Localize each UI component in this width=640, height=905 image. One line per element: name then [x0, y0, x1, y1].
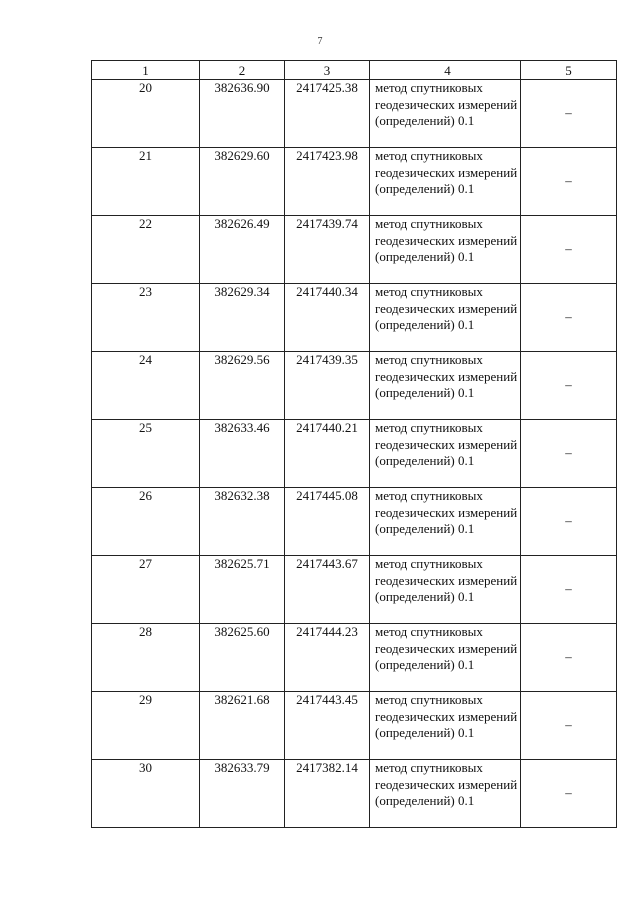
method-cell: метод спутниковых геодезических измерений (определений) 0.1 — [370, 692, 521, 760]
note-cell: – — [521, 692, 617, 760]
x-coordinate-cell: 382629.56 — [200, 352, 285, 420]
table-row — [92, 80, 617, 148]
table-row — [92, 488, 617, 556]
table-header-row — [92, 61, 617, 80]
y-coordinate-cell: 2417439.35 — [285, 352, 370, 420]
y-coordinate-cell: 2417443.45 — [285, 692, 370, 760]
point-number-cell: 20 — [92, 80, 200, 148]
x-coordinate-cell: 382633.79 — [200, 760, 285, 828]
table-row — [92, 420, 617, 488]
header-col-5: 5 — [521, 61, 617, 80]
y-coordinate-cell: 2417443.67 — [285, 556, 370, 624]
note-cell: – — [521, 624, 617, 692]
y-coordinate-cell: 2417440.21 — [285, 420, 370, 488]
method-cell: метод спутниковых геодезических измерений (определений) 0.1 — [370, 760, 521, 828]
x-coordinate-cell: 382626.49 — [200, 216, 285, 284]
point-number-cell: 23 — [92, 284, 200, 352]
method-cell: метод спутниковых геодезических измерений (определений) 0.1 — [370, 216, 521, 284]
table-row — [92, 216, 617, 284]
method-cell: метод спутниковых геодезических измерений (определений) 0.1 — [370, 148, 521, 216]
x-coordinate-cell: 382636.90 — [200, 80, 285, 148]
y-coordinate-cell: 2417425.38 — [285, 80, 370, 148]
method-cell: метод спутниковых геодезических измерений (определений) 0.1 — [370, 488, 521, 556]
point-number-cell: 25 — [92, 420, 200, 488]
y-coordinate-cell: 2417445.08 — [285, 488, 370, 556]
x-coordinate-cell: 382625.60 — [200, 624, 285, 692]
point-number-cell: 29 — [92, 692, 200, 760]
method-cell: метод спутниковых геодезических измерений (определений) 0.1 — [370, 624, 521, 692]
x-coordinate-cell: 382633.46 — [200, 420, 285, 488]
note-cell: – — [521, 556, 617, 624]
y-coordinate-cell: 2417440.34 — [285, 284, 370, 352]
y-coordinate-cell: 2417423.98 — [285, 148, 370, 216]
method-cell: метод спутниковых геодезических измерений (определений) 0.1 — [370, 80, 521, 148]
note-cell: – — [521, 284, 617, 352]
coordinates-table-body — [92, 61, 617, 828]
table-row — [92, 556, 617, 624]
point-number-cell: 26 — [92, 488, 200, 556]
note-cell: – — [521, 148, 617, 216]
header-col-2: 2 — [200, 61, 285, 80]
header-col-1: 1 — [92, 61, 200, 80]
table-row — [92, 760, 617, 828]
x-coordinate-cell: 382632.38 — [200, 488, 285, 556]
x-coordinate-cell: 382629.60 — [200, 148, 285, 216]
note-cell: – — [521, 420, 617, 488]
table-row — [92, 624, 617, 692]
method-cell: метод спутниковых геодезических измерений (определений) 0.1 — [370, 284, 521, 352]
y-coordinate-cell: 2417439.74 — [285, 216, 370, 284]
coordinates-table — [91, 60, 617, 828]
table-row — [92, 148, 617, 216]
point-number-cell: 22 — [92, 216, 200, 284]
y-coordinate-cell: 2417382.14 — [285, 760, 370, 828]
header-col-4: 4 — [370, 61, 521, 80]
note-cell: – — [521, 216, 617, 284]
x-coordinate-cell: 382621.68 — [200, 692, 285, 760]
x-coordinate-cell: 382629.34 — [200, 284, 285, 352]
note-cell: – — [521, 488, 617, 556]
table-row — [92, 692, 617, 760]
method-cell: метод спутниковых геодезических измерений (определений) 0.1 — [370, 352, 521, 420]
note-cell: – — [521, 760, 617, 828]
header-col-3: 3 — [285, 61, 370, 80]
x-coordinate-cell: 382625.71 — [200, 556, 285, 624]
table-row — [92, 284, 617, 352]
point-number-cell: 24 — [92, 352, 200, 420]
point-number-cell: 28 — [92, 624, 200, 692]
point-number-cell: 21 — [92, 148, 200, 216]
point-number-cell: 30 — [92, 760, 200, 828]
table-row — [92, 352, 617, 420]
note-cell: – — [521, 352, 617, 420]
note-cell: – — [521, 80, 617, 148]
method-cell: метод спутниковых геодезических измерений (определений) 0.1 — [370, 556, 521, 624]
page-number: 7 — [317, 36, 323, 47]
point-number-cell: 27 — [92, 556, 200, 624]
y-coordinate-cell: 2417444.23 — [285, 624, 370, 692]
method-cell: метод спутниковых геодезических измерений (определений) 0.1 — [370, 420, 521, 488]
